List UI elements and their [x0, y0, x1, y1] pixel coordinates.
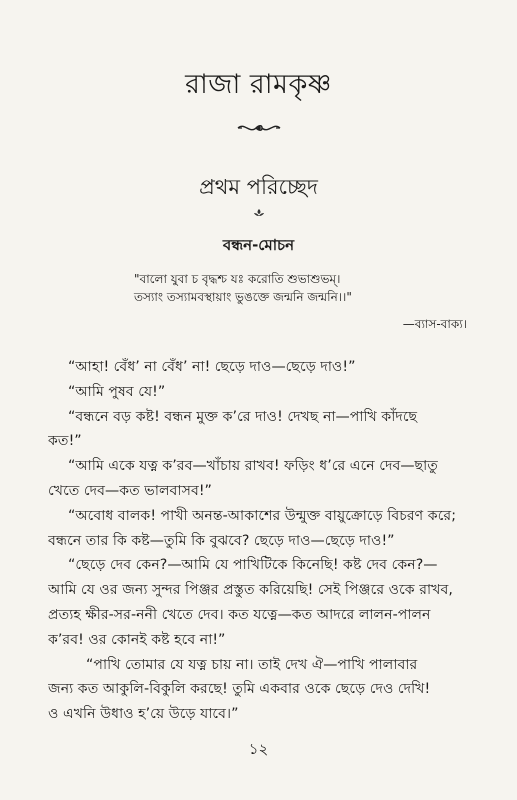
chapter-title: প্রথম পরিচ্ছেদ [199, 175, 318, 199]
body-text [48, 355, 473, 727]
text-line: প্রত্যহ ক্ষীর-সর-ননী খেতে দেব। কত যত্নে—কত আদরে লালন-পালন [48, 606, 431, 623]
text-line: “আমি একে যত্ন ক’রব—খাঁচায় রাখব! ফড়িং ধ’রে এনে দেব—ছাতু [68, 458, 438, 475]
text-line: “ছেড়ে দেব কেন?—আমি যে পাখিটিকে কিনেছি! কষ্ট দেব কেন?— [68, 557, 438, 574]
text-line: “পাখি তোমার যে যত্ন চায় না। তাই দেখ ঐ—পাখি পালাবার [86, 656, 418, 673]
section-title: বন্ধন-মোচন [222, 236, 295, 254]
ornament-divider-icon [0, 120, 517, 139]
flower-ornament-icon [0, 208, 517, 221]
text-line: “আহা! বেঁধ’ না বেঁধ’ না! ছেড়ে দাও—ছেড়ে দাও!” [68, 359, 356, 375]
verse-line: তস্যাং তস্যামবস্থায়াং ভুঙক্তে জন্মনি জন্মনি।।" [134, 290, 352, 304]
verse-attribution: —ব্যাস-বাক্য। [402, 317, 467, 331]
book-title: রাজা রামকৃষ্ণ [185, 69, 332, 100]
text-line: “বন্ধনে বড় কষ্ট! বন্ধন মুক্ত ক’রে দাও! দেখছ না—পাখি কাঁদছে [68, 408, 418, 425]
text-line: জন্য কত আকুলি-বিকুলি করছে! তুমি একবার ওকে ছেড়ে দেও দেখি! [48, 681, 431, 698]
text-line: ক’রব! ওর কোনই কষ্ট হবে না!” [48, 631, 226, 648]
text-line: “আমি পুষব যে!” [68, 383, 166, 400]
text-line: বন্ধনে তার কি কষ্ট—তুমি কি বুঝবে? ছেড়ে দাও—ছেড়ে দাও!” [48, 532, 395, 549]
text-line: “অবোধ বালক! পাখী অনন্ত-আকাশের উন্মুক্ত বায়ুক্রোড়ে বিচরণ করে; [68, 507, 456, 524]
text-line: আমি যে ওর জন্য সুন্দর পিঞ্জর প্রস্তুত করিয়েছি! সেই পিঞ্জরে ওকে রাখব, [48, 582, 453, 599]
verse-line: "বালো যুবা চ বৃদ্ধশ্চ যঃ করোতি শুভাশুভম্। [134, 272, 341, 286]
page-number: ১২ [248, 740, 269, 758]
sanskrit-verse [134, 270, 434, 306]
text-line: খেতে দেব—কত ভালবাসব!” [48, 482, 212, 499]
text-line: কত!” [48, 433, 82, 450]
text-line: ও এখনি উধাও হ’য়ে উড়ে যাবে।” [48, 706, 239, 723]
